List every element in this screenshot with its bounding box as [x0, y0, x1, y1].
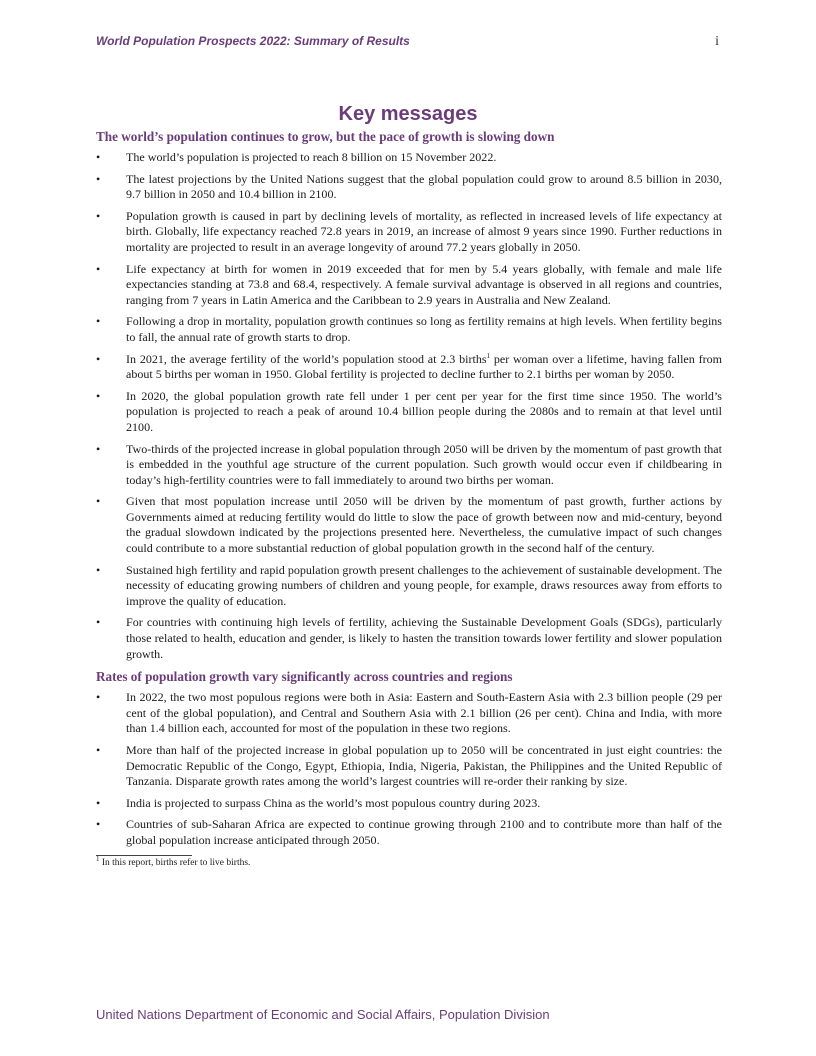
list-item: • The world’s population is projected to reach 8 billion on 15 November 2022. — [96, 150, 722, 166]
main-content — [96, 126, 722, 870]
section-heading-growth-varies: Rates of population growth vary significantly across countries and regions — [96, 669, 513, 685]
footnote-marker: 1 — [96, 854, 100, 863]
list-item: • The latest projections by the United Nations suggest that the global population could grow to around 8.5 billion in 2030, 9.7 billion in 2050 and 10.4 billion in 2100. — [96, 172, 722, 203]
list-item-text: In 2021, the average fertility of the world’s population stood at 2.3 births — [126, 351, 487, 366]
list-item: • More than half of the projected increase in global population up to 2050 will be concentrated in just eight countries: the Democratic Republic of the Congo, Egypt, Ethiopia, India, Nigeria, Pakistan, the Philippines and the United Republic of Tanzania. Disparate growth rates among the world’s largest countries will re-order their ranking by size. — [96, 743, 722, 790]
list-item: • India is projected to surpass China as the world’s most populous country during 2023. — [96, 796, 722, 812]
list-item: • Life expectancy at birth for women in 2019 exceeded that for men by 5.4 years globally, with female and male life expectancies standing at 73.8 and 68.4, respectively. A female survival advantage is observed in all regions and countries, ranging from 7 years in Latin America and the Caribbean to 2.9 years in Australia and New Zealand. — [96, 262, 722, 309]
section-heading-growth-slowing: The world’s population continues to grow, but the pace of growth is slowing down — [96, 129, 555, 144]
footnote-divider — [96, 855, 192, 856]
bullet-list-growth-slowing — [96, 150, 722, 662]
list-item-text: per woman over a lifetime, having fallen from about 5 births per woman in 1950. Global fertility is projected to decline further to 2.1 births per woman by 2050. — [126, 351, 723, 382]
bullet-list-growth-varies — [96, 690, 722, 848]
list-item: • In 2022, the two most populous regions were both in Asia: Eastern and South-Eastern Asia with 2.3 billion people (29 per cent of the global population), and Central and Southern Asia with 2.1 billion (26 per cent). China and India, with more than 1.4 billion each, accounted for most of the population in these two regions. — [96, 690, 722, 737]
page-number: i — [715, 34, 719, 49]
list-item: • For countries with continuing high levels of fertility, achieving the Sustainable Development Goals (SDGs), particularly those related to health, education and gender, is likely to hasten the transition towards lower fertility and slower population growth. — [96, 615, 722, 662]
list-item: • Countries of sub-Saharan Africa are expected to continue growing through 2100 and to contribute more than half of the global population increase anticipated through 2050. — [96, 817, 722, 848]
list-item: • In 2020, the global population growth rate fell under 1 per cent per year for the first time since 1950. The world’s population is projected to reach a peak of around 10.4 billion people during the 2080s and to remain at that level until 2100. — [96, 389, 722, 436]
page-footer: United Nations Department of Economic and Social Affairs, Population Division — [96, 1007, 550, 1022]
list-item: • Given that most population increase until 2050 will be driven by the momentum of past growth, further actions by Governments aimed at reducing fertility would do little to slow the pace of growth between now and mid-century, beyond the gradual slowdown indicated by the projections presented here. Nevertheless, the cumulative impact of such changes could contribute to a more substantial reduction of global population growth in the second half of the century. — [96, 494, 722, 556]
footnote — [96, 854, 722, 870]
list-item: • Sustained high fertility and rapid population growth present challenges to the achievement of sustainable development. The necessity of educating growing numbers of children and young people, for example, draws resources away from efforts to improve the quality of education. — [96, 563, 722, 610]
footnote-text: In this report, births refer to live births. — [99, 857, 251, 868]
list-item — [96, 352, 722, 383]
list-item: • Population growth is caused in part by declining levels of mortality, as reflected in increased levels of life expectancy at birth. Globally, life expectancy reached 72.8 years in 2019, an increase of almost 9 years since 1990. Further reductions in mortality are projected to result in an average longevity of around 77.2 years globally in 2050. — [96, 209, 722, 256]
running-header-title: World Population Prospects 2022: Summary of Results — [96, 34, 410, 48]
footnote-reference: 1 — [486, 351, 491, 360]
page-title: Key messages — [338, 103, 478, 126]
list-item: • Following a drop in mortality, population growth continues so long as fertility remains at high levels. When fertility begins to fall, the annual rate of growth starts to drop. — [96, 314, 722, 345]
list-item: • Two-thirds of the projected increase in global population through 2050 will be driven by the momentum of past growth that is embedded in the youthful age structure of the current population. Such growth would occur even if childbearing in today’s high-fertility countries were to fall immediately to around two births per woman. — [96, 442, 722, 489]
